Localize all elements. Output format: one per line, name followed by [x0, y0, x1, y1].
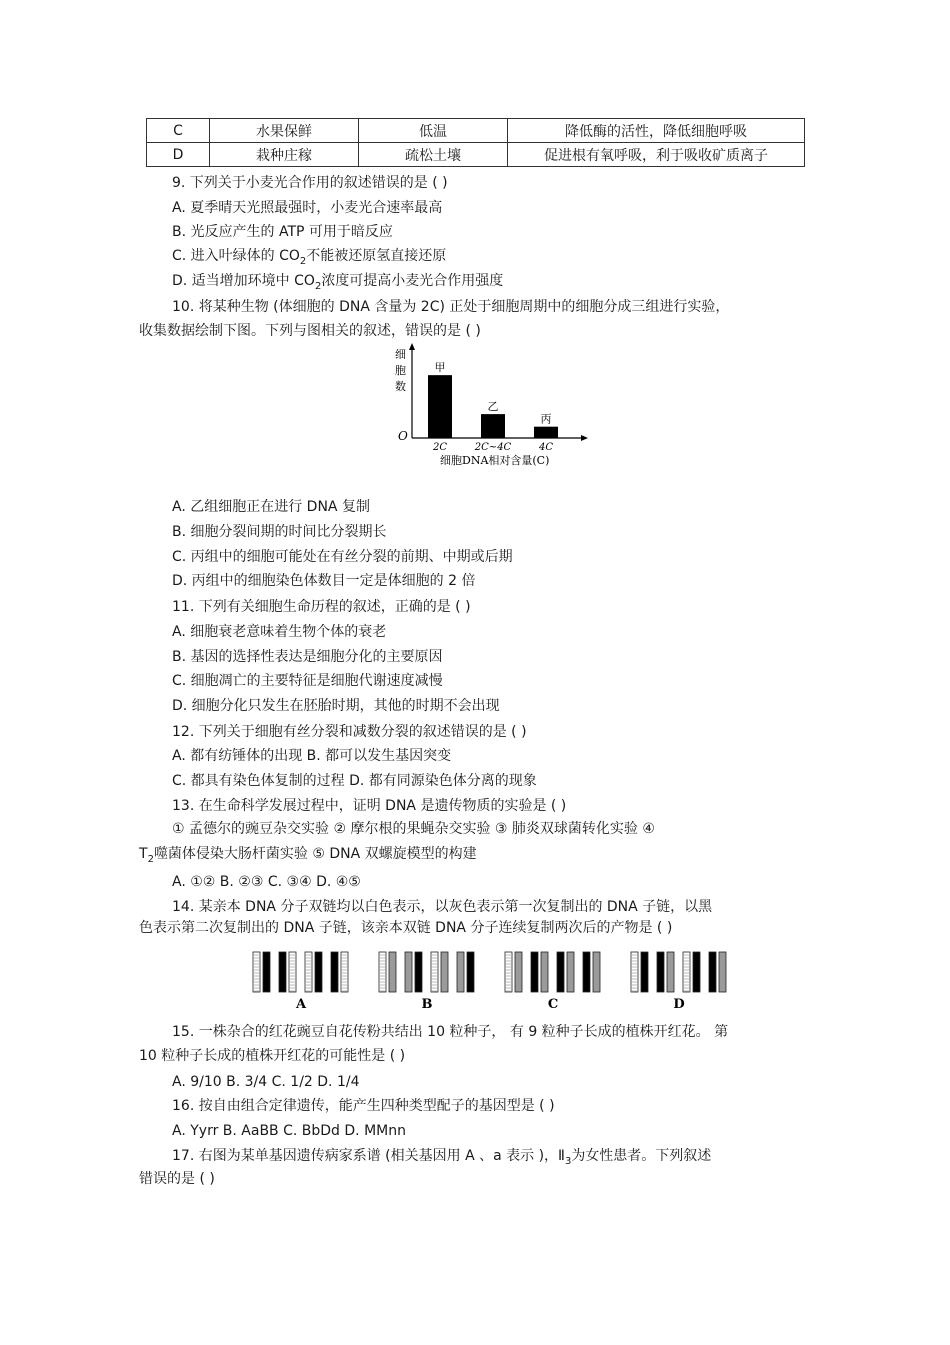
q11-option-d: D. 细胞分化只发生在胚胎时期，其他的时期不会出现 — [172, 698, 500, 714]
q12-stem: 12. 下列关于细胞有丝分裂和减数分裂的叙述错误的是 ( ) — [172, 724, 527, 740]
gray-strand — [457, 952, 464, 992]
q11-option-c: C. 细胞凋亡的主要特征是细胞代谢速度减慢 — [172, 673, 443, 689]
q11-stem: 11. 下列有关细胞生命历程的叙述，正确的是 ( ) — [172, 599, 471, 615]
origin-label: O — [398, 429, 408, 443]
y-axis-label-char: 胞 — [395, 364, 406, 377]
bar-丙 — [534, 427, 558, 438]
q13-stem: 13. 在生命科学发展过程中，证明 DNA 是遗传物质的实验是 ( ) — [172, 798, 567, 814]
q11-option-a: A. 细胞衰老意味着生物个体的衰老 — [172, 624, 387, 640]
gray-strand — [667, 952, 674, 992]
q9-option-a: A. 夏季晴天光照最强时，小麦光合速率最高 — [172, 200, 443, 216]
q9-stem: 9. 下列关于小麦光合作用的叙述错误的是 ( ) — [172, 175, 448, 191]
dna-replication-options-figure — [245, 948, 735, 1013]
black-strand — [693, 952, 700, 992]
q9-option-b: B. 光反应产生的 ATP 可用于暗反应 — [172, 224, 393, 240]
black-strand — [315, 952, 322, 992]
option-label: C — [547, 997, 559, 1012]
x-axis-title: 细胞DNA相对含量(C) — [440, 454, 550, 467]
table-cell: 疏松土壤 — [359, 143, 508, 167]
q13-items-line2: $T_2$噬菌体侵染大肠杆菌实验 ⑤ DNA 双螺旋模型的构建 — [139, 846, 477, 865]
gray-strand — [541, 952, 548, 992]
q10-stem-line1: 10. 将某种生物 (体细胞的 DNA 含量为 2C) 正处于细胞周期中的细胞分成三组进行实验， — [172, 299, 730, 315]
q15-stem-line1: 15. 一株杂合的红花豌豆自花传粉共结出 10 粒种子， 有 9 粒种子长成的植株开红花。 第 — [172, 1024, 729, 1040]
y-axis-label-char: 细 — [395, 348, 406, 361]
bar-group-label: 乙 — [487, 400, 499, 414]
q12-options-ab: A. 都有纺锤体的出现 B. 都可以发生基因突变 — [172, 748, 452, 764]
table-row — [147, 119, 805, 143]
table-cell: 水果保鲜 — [210, 119, 359, 143]
table-cell: D — [147, 143, 210, 167]
black-strand — [557, 952, 564, 992]
dna-option-A — [253, 952, 348, 1012]
table-row — [147, 143, 805, 167]
x-tick-label: 4C — [538, 442, 554, 453]
cell-count-bar-chart — [360, 340, 600, 475]
chart-svg — [360, 340, 600, 475]
black-strand — [531, 952, 538, 992]
answer-table — [146, 118, 805, 167]
black-strand — [641, 952, 648, 992]
y-axis-label-char: 数 — [395, 380, 406, 393]
q13-options: A. ①② B. ②③ C. ③④ D. ④⑤ — [172, 874, 361, 890]
black-strand — [263, 952, 270, 992]
q17-stem-line1: 17. 右图为某单基因遗传病家系谱 (相关基因用 A 、a 表示 )，$Ⅱ_3$为女性患者。下列叙述 — [172, 1148, 712, 1167]
y-axis-arrow — [409, 343, 415, 350]
q16-stem: 16. 按自由组合定律遗传，能产生四种类型配子的基因型是 ( ) — [172, 1098, 555, 1114]
bars-layer — [428, 361, 558, 453]
q9-option-c: C. 进入叶绿体的 $CO_2$不能被还原氢直接还原 — [172, 248, 447, 267]
gray-strand — [405, 952, 412, 992]
gray-strand — [593, 952, 600, 992]
black-strand — [709, 952, 716, 992]
option-label: A — [295, 997, 307, 1012]
table-cell: C — [147, 119, 210, 143]
q15-options: A. 9/10 B. 3/4 C. 1/2 D. 1/4 — [172, 1074, 360, 1090]
q17-stem-line2: 错误的是 ( ) — [139, 1171, 215, 1187]
option-label: B — [421, 997, 433, 1012]
gray-strand — [441, 952, 448, 992]
q13-items-line1: ① 孟德尔的豌豆杂交实验 ② 摩尔根的果蝇杂交实验 ③ 肺炎双球菌转化实验 ④ — [172, 821, 655, 837]
black-strand — [331, 952, 338, 992]
gray-strand — [515, 952, 522, 992]
table-cell: 降低酶的活性，降低细胞呼吸 — [508, 119, 805, 143]
dna-option-C — [505, 952, 600, 1012]
q14-stem-line1: 14. 某亲本 DNA 分子双链均以白色表示，以灰色表示第一次复制出的 DNA 子链，以黑 — [172, 899, 713, 915]
x-tick-label: 2C~4C — [474, 442, 512, 453]
table-cell: 促进根有氧呼吸，利于吸收矿质离子 — [508, 143, 805, 167]
black-strand — [415, 952, 422, 992]
q12-options-cd: C. 都具有染色体复制的过程 D. 都有同源染色体分离的现象 — [172, 773, 537, 789]
table-cell: 栽种庄稼 — [210, 143, 359, 167]
q9-option-d: D. 适当增加环境中 $CO_2$浓度可提高小麦光合作用强度 — [172, 273, 504, 292]
gray-strand — [719, 952, 726, 992]
black-strand — [279, 952, 286, 992]
q15-stem-line2: 10 粒种子长成的植株开红花的可能性是 ( ) — [139, 1048, 406, 1064]
dna-option-D — [631, 952, 726, 1012]
gray-strand — [389, 952, 396, 992]
q10-option-a: A. 乙组细胞正在进行 DNA 复制 — [172, 499, 370, 515]
q11-option-b: B. 基因的选择性表达是细胞分化的主要原因 — [172, 649, 443, 665]
x-tick-label: 2C — [432, 442, 448, 453]
q10-stem-line2: 收集数据绘制下图。下列与图相关的叙述，错误的是 ( ) — [139, 323, 481, 339]
q10-option-d: D. 丙组中的细胞染色体数目一定是体细胞的 2 倍 — [172, 573, 476, 589]
q16-options: A. Yyrr B. AaBB C. BbDd D. MMnn — [172, 1123, 406, 1139]
black-strand — [583, 952, 590, 992]
gray-strand — [567, 952, 574, 992]
black-strand — [467, 952, 474, 992]
q14-stem-line2: 色表示第二次复制出的 DNA 子链，该亲本双链 DNA 分子连续复制两次后的产物是 ( ) — [139, 920, 673, 936]
bar-乙 — [481, 414, 505, 438]
strand-svg — [245, 948, 735, 1013]
bar-甲 — [428, 375, 452, 438]
bar-group-label: 丙 — [540, 412, 552, 426]
bar-group-label: 甲 — [434, 361, 446, 375]
dna-option-B — [379, 952, 474, 1012]
q10-option-c: C. 丙组中的细胞可能处在有丝分裂的前期、中期或后期 — [172, 549, 513, 565]
table-cell: 低温 — [359, 119, 508, 143]
black-strand — [657, 952, 664, 992]
x-axis-arrow — [581, 435, 588, 441]
option-label: D — [673, 997, 685, 1012]
q10-option-b: B. 细胞分裂间期的时间比分裂期长 — [172, 524, 387, 540]
